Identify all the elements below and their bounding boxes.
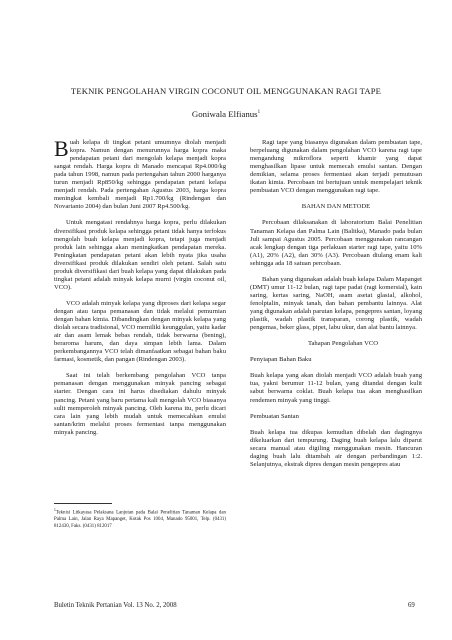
author-name: Goniwala Elfianus <box>191 109 258 119</box>
footnote-text: Teknisi Litkayasa Pelaksana Lanjutan pada Balai Penelitian Tanaman Kelapa dan Palma Lain, Jalan Raya Mapanget, Kotak Pos 1004, Manado 95001, Telp. (0431) 812430, Faks. (0431) 812017 <box>54 510 226 529</box>
intro-text: uah kelapa di tingkat petani umumnya diolah menjadi kopra. Namun dengan menurunnya harga kopra maka pendapatan petani dari mengolah kelapa menjadi kopra sangat rendah. Harga kopra di Manado mencapai Rp4.000/kg pada tahun 1998, namun pada pertengahan tahun 2000 harganya turun menjadi Rp850/kg sehingga pendapatan petani kelapa menjadi rendah. Pada pertengahan Agustus 2003, harga kopra meningkat kembali menjadi Rp1.700/kg (Rindengan dan Novarianto 2004) dan bulan Juni 2007 Rp4.500/kg. <box>54 139 226 211</box>
footnote <box>54 507 226 530</box>
paragraph-vco-definition: VCO adalah minyak kelapa yang diproses dari kelapa segar dengan atau tanpa pemanasan dan tidak melalui pemurnian dengan bahan kimia. Dibandingkan dengan minyak kelapa yang diolah secara tradisional, VCO memiliki keunggulan, yaitu kadar air dan asam lemak bebas rendah, tidak berwarna (bening), beraroma harum, dan daya simpan lebih lama. Dalam perkembangannya VCO telah dimanfaatkan sebagai bahan baku farmasi, kosmetik, dan pangan (Rindengan 2003). <box>54 299 226 364</box>
intro-paragraph <box>54 136 226 211</box>
footnote-divider <box>54 503 112 504</box>
paragraph-ragi-tape: Ragi tape yang biasanya digunakan dalam pembuatan tape, berpeluang digunakan dalam pengolahan VCO karena ragi tape mengandung mikroflora seperti khamir yang dapat menghasilkan lipase untuk memecah emulsi santan. Dengan demikian, selama proses fermentasi akan terjadi pemutusan ikatan kimia. Percobaan ini bertujuan untuk mempelajari teknik pembuatan VCO dengan menggunakan ragi tape. <box>250 139 422 195</box>
step-heading-santan: Pembuatan Santan <box>250 412 299 420</box>
article-title: TEKNIK PENGOLAHAN VIRGIN COCONUT OIL MENGGUNAKAN RAGI TAPE <box>70 86 382 96</box>
paragraph-percobaan: Percobaan dilaksanakan di laboratorium Balai Penelitian Tanaman Kelapa dan Palma Lain (Balitka), Manado pada bulan Juli sampai Agustus 2005. Percobaan menggunakan rancangan acak lengkap dengan tiga perlakuan starter ragi tape, yaitu 10% (A1), 20% (A2), dan 30% (A3). Percobaan diulang enam kali sehingga ada 18 satuan percobaan. <box>250 219 422 267</box>
subsection-heading-tahapan: Tahapan Pengolahan VCO <box>307 340 379 348</box>
paragraph-santan: Buah kelapa tua dikupas kemudian dibelah dan dagingnya dikeluarkan dari tempurung. Daging buah kelapa lalu diparut secara manual atau digiling menggunakan mesin. Hancuran daging buah lalu ditambah air dengan perbandingan 1:2. Selanjutnya, ekstrak dipres dengan mesin pengepres atau <box>250 428 422 468</box>
paragraph-bahan-alat: Bahan yang digunakan adalah buah kelapa Dalam Mapanget (DMT) umur 11-12 bulan, ragi tape padat (ragi komersial), kain saring, kertas saring, NaOH, asam asetat glasial, alkohol, fenolptalin, minyak tanah, dan bahan pembantu lainnya. Alat yang digunakan adalah parutan kelapa, pengepres santan, loyang plastik, wadah plastik transparan, corong plastik, wadah pengemas, beker glass, pipet, labu ukur, dan alat bantu lainnya. <box>250 275 422 332</box>
step-heading-penyiapan: Penyiapan Bahan Baku <box>250 356 312 364</box>
journal-citation: Buletin Teknik Pertanian Vol. 13 No. 2, 2008 <box>54 602 177 609</box>
paragraph-diversifikasi: Untuk mengatasi rendahnya harga kopra, perlu dilakukan diversifikasi produk kelapa sehingga petani tidak hanya terfokus mengolah buah kelapa menjadi kopra, tetapi juga menjadi produk lain sehingga akan meningkatkan pendapatan mereka. Peningkatan pendapatan petani akan lebih nyata jika usaha diversifikasi produk dilakukan sendiri oleh petani. Salah satu produk diversifikasi dari buah kelapa yang dapat dilakukan pada tingkat petani adalah minyak kelapa murni (virgin coconut oil, VCO). <box>54 219 226 291</box>
author-line <box>0 109 452 119</box>
left-column <box>54 136 226 445</box>
paragraph-penyiapan: Buah kelapa yang akan diolah menjadi VCO adalah buah yang tua, yakni berumur 11-12 bulan, yang ditandai dengan kulit sabut berwarna coklat. Buah kelapa tua akan menghasilkan rendemen minyak yang tinggi. <box>250 372 422 404</box>
page-number: 69 <box>408 602 415 609</box>
paragraph-minyak-pancing: Saat ini telah berkembang pengolahan VCO tanpa pemanasan dengan menggunakan minyak pancing sebagai starter. Dengan cara ini harus disediakan dahulu minyak pancing. Petani yang baru pertama kali mengolah VCO biasanya sulit memperoleh minyak pancing. Oleh karena itu, perlu dicari cara lain yang lebih mudah untuk memecahkan emulsi santan/krim melalui proses fermentasi tanpa menggunakan minyak pancing. <box>54 372 226 436</box>
author-footnote-mark: 1 <box>257 110 261 116</box>
section-heading-bahan-metode: BAHAN DAN METODE <box>301 203 371 211</box>
drop-cap: B <box>54 136 69 161</box>
footnote-mark: 1 <box>54 508 56 512</box>
right-column <box>250 139 422 477</box>
